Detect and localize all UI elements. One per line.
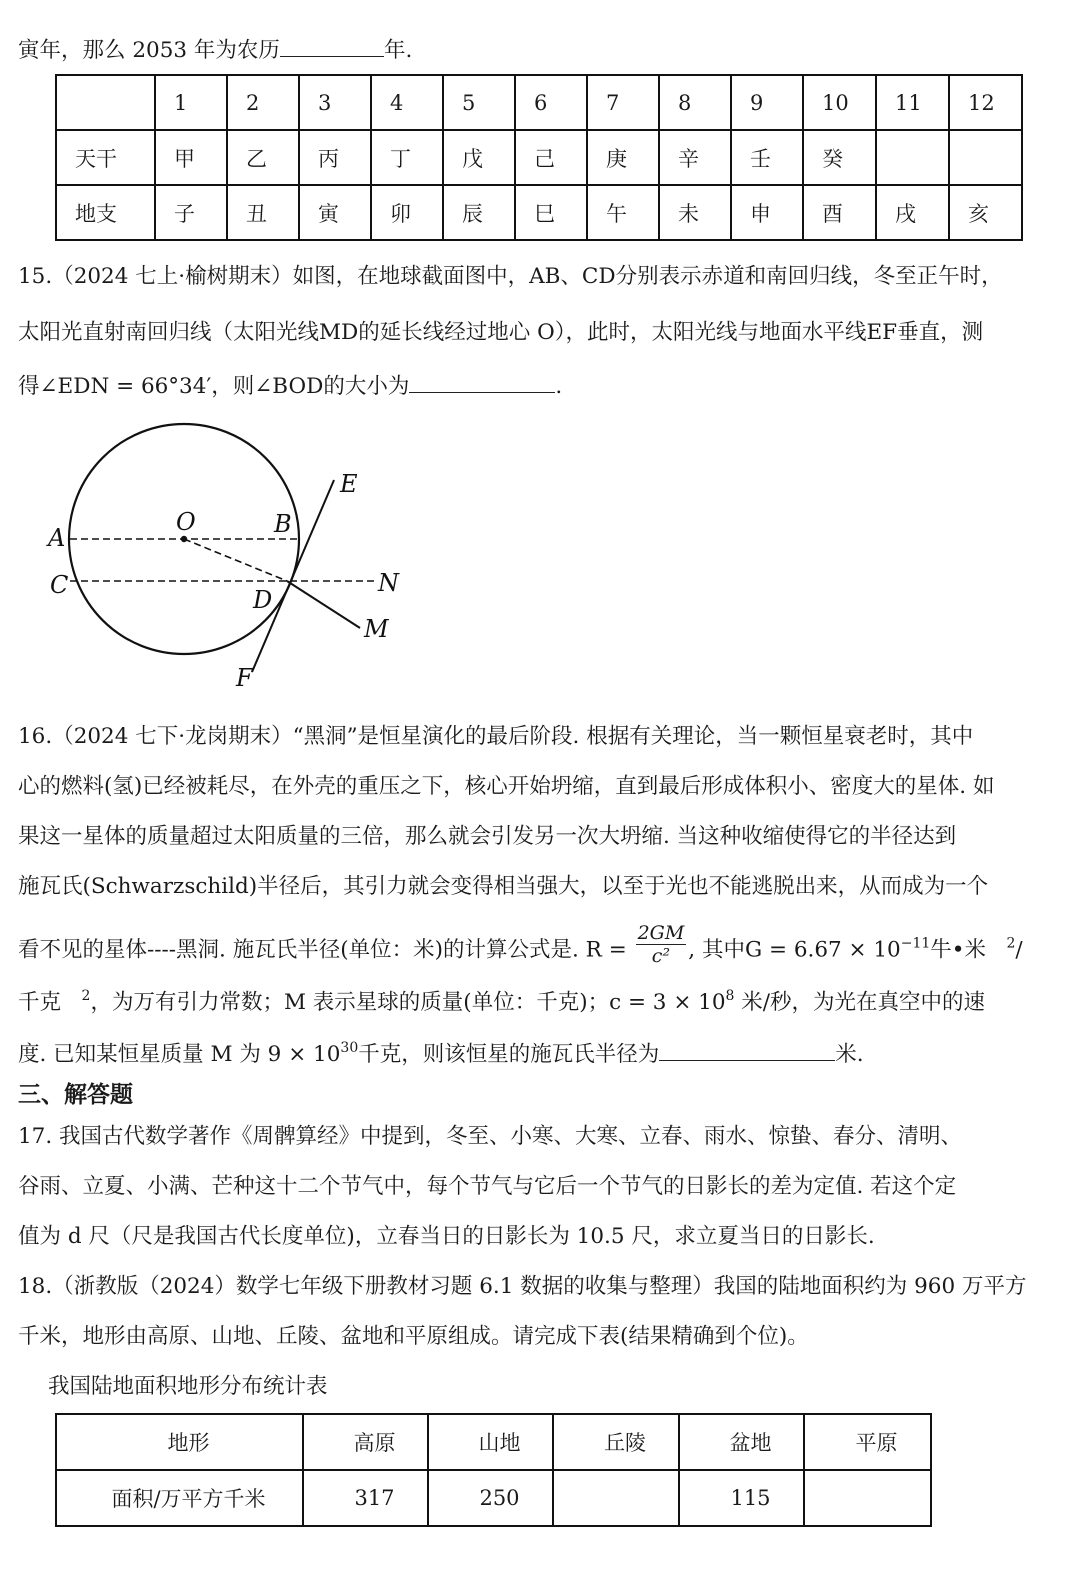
q15-answer-blank[interactable] <box>409 370 555 393</box>
ganzhi-cell: 巳 <box>515 185 587 240</box>
exponent: 8 <box>725 988 735 1004</box>
q14-text-a: 寅年，那么 <box>18 38 126 63</box>
ganzhi-cell: 戌 <box>876 185 949 240</box>
ganzhi-cell: 9 <box>731 75 803 130</box>
q15-line-1: 15.（2024 七上·榆树期末）如图，在地球截面图中，AB、CD分别表示赤道和南回归线，冬至正午时， <box>18 264 1003 289</box>
fraction-numerator: 2GM <box>637 922 685 944</box>
ganzhi-cell: 亥 <box>949 185 1022 240</box>
q16-line-7 <box>18 1038 864 1070</box>
terrain-value-cell: 面积/万平方千米 <box>56 1470 303 1526</box>
terrain-value-row <box>56 1470 931 1526</box>
q15-period: . <box>555 374 563 399</box>
q16-line-3: 果这一星体的质量超过太阳质量的三倍，那么就会引发另一次大坍缩. 当这种收缩使得它的半径达到 <box>18 824 957 849</box>
q14-year: 2053 <box>132 38 188 63</box>
ganzhi-cell: 壬 <box>731 130 803 185</box>
ganzhi-cell <box>56 75 155 130</box>
ganzhi-cell: 天干 <box>56 130 155 185</box>
terrain-area-table <box>55 1413 932 1527</box>
ganzhi-cell: 地支 <box>56 185 155 240</box>
ground-line-ef <box>252 480 334 672</box>
q18-line-1: 18.（浙教版（2024）数学七年级下册教材习题 6.1 数据的收集与整理）我国的陆地面积约为 960 万平方 <box>18 1274 1027 1299</box>
terrain-header-cell: 丘陵 <box>553 1414 679 1470</box>
q16-text: 米/秒，为光在真空中的速 <box>734 990 986 1015</box>
q16-line-1: 16.（2024 七下·龙岗期末）“黑洞”是恒星演化的最后阶段. 根据有关理论，当一颗恒星衰老时，其中 <box>18 724 974 749</box>
terrain-header-cell: 盆地 <box>679 1414 804 1470</box>
ganzhi-cell: 午 <box>587 185 659 240</box>
terrain-header-cell: 地形 <box>56 1414 303 1470</box>
q17-line-3: 值为 d 尺（尺是我国古代长度单位)，立春当日的日影长为 10.5 尺，求立夏当日的日影长. <box>18 1224 875 1249</box>
label-c: C <box>50 571 69 599</box>
sun-ray-md <box>287 581 360 628</box>
q14-text-b: 年为农历 <box>193 38 280 63</box>
q17-line-2: 谷雨、立夏、小满、芒种这十二个节气中，每个节气与它后一个节气的日影长的差为定值. 若这个定 <box>18 1174 957 1199</box>
label-e: E <box>340 470 358 498</box>
label-a: A <box>48 524 66 552</box>
ganzhi-cell: 乙 <box>227 130 299 185</box>
terrain-header-cell: 平原 <box>804 1414 931 1470</box>
ganzhi-cell: 丁 <box>371 130 443 185</box>
q16-unit-text: 千克 <box>18 990 62 1015</box>
ganzhi-cell: 未 <box>659 185 731 240</box>
q16-unit-text: 牛•米 <box>930 937 986 963</box>
ganzhi-dizhi-row <box>56 185 1022 240</box>
ganzhi-cell: 3 <box>299 75 371 130</box>
fraction-denominator: c² <box>651 945 671 967</box>
q17-line-1: 17. 我国古代数学著作《周髀算经》中提到，冬至、小寒、大寒、立春、雨水、惊蛰、春分、清明、 <box>18 1124 963 1149</box>
ganzhi-cell: 1 <box>155 75 227 130</box>
terrain-answer-cell-plains[interactable] <box>804 1470 931 1526</box>
ganzhi-cell: 5 <box>443 75 515 130</box>
ganzhi-cell <box>876 130 949 185</box>
ganzhi-cell: 12 <box>949 75 1022 130</box>
q16-g-text: , 其中G = 6.67 × 10 <box>688 937 901 963</box>
q16-line-2: 心的燃料(氢)已经被耗尽，在外壳的重压之下，核心开始坍缩，直到最后形成体积小、密度大的星体. 如 <box>18 774 995 799</box>
ganzhi-cell <box>949 130 1022 185</box>
ganzhi-cell: 辛 <box>659 130 731 185</box>
q15-line-3 <box>18 370 562 402</box>
ganzhi-cell: 己 <box>515 130 587 185</box>
exponent: 2 <box>81 988 91 1004</box>
ganzhi-cell: 戊 <box>443 130 515 185</box>
q14-answer-blank[interactable] <box>280 34 384 57</box>
label-f: F <box>236 664 253 692</box>
ganzhi-cell: 酉 <box>803 185 876 240</box>
dashed-line-od <box>184 539 287 581</box>
terrain-answer-cell-hills[interactable] <box>553 1470 679 1526</box>
ganzhi-cell: 庚 <box>587 130 659 185</box>
label-n: N <box>378 569 399 597</box>
q14-line <box>18 34 412 66</box>
label-d: D <box>253 586 273 614</box>
terrain-value-cell: 250 <box>428 1470 553 1526</box>
q16-text: ，为万有引力常数；M 表示星球的质量(单位：千克)；c = 3 × 10 <box>90 990 726 1015</box>
q16-answer-blank[interactable] <box>659 1038 835 1061</box>
q16-line-5 <box>18 922 1023 973</box>
schwarzschild-fraction <box>636 922 687 967</box>
ganzhi-cell: 11 <box>876 75 949 130</box>
ganzhi-cell: 丙 <box>299 130 371 185</box>
terrain-header-cell: 高原 <box>303 1414 428 1470</box>
terrain-header-cell: 山地 <box>428 1414 553 1470</box>
q16-unit: 米. <box>835 1042 864 1067</box>
ganzhi-cell: 甲 <box>155 130 227 185</box>
ganzhi-cell: 子 <box>155 185 227 240</box>
section-title: 三、解答题 <box>18 1082 133 1108</box>
q18-table-title: 我国陆地面积地形分布统计表 <box>48 1374 328 1399</box>
exponent: 2 <box>1006 935 1016 952</box>
terrain-header-row <box>56 1414 931 1470</box>
q16-line-6 <box>18 988 985 1018</box>
ganzhi-cell: 丑 <box>227 185 299 240</box>
ganzhi-cell: 辰 <box>443 185 515 240</box>
ganzhi-header-row <box>56 75 1022 130</box>
terrain-value-cell: 115 <box>679 1470 804 1526</box>
q16-text: 千克，则该恒星的施瓦氏半径为 <box>358 1042 660 1067</box>
exponent: 30 <box>340 1040 359 1056</box>
center-point-o <box>181 536 187 542</box>
earth-cross-section-figure <box>40 418 420 698</box>
q16-formula-text: 看不见的星体----黑洞. 施瓦氏半径(单位：米)的计算公式是. R = <box>18 937 627 963</box>
terrain-value-cell: 317 <box>303 1470 428 1526</box>
label-o: O <box>176 508 196 536</box>
exponent: −11 <box>900 935 931 952</box>
q16-slash: / <box>1015 937 1023 963</box>
ganzhi-cell: 癸 <box>803 130 876 185</box>
ganzhi-cell: 8 <box>659 75 731 130</box>
q15-line-2: 太阳光直射南回归线（太阳光线MD的延长线经过地心 O），此时，太阳光线与地面水平线EF垂直，测 <box>18 320 984 345</box>
label-m: M <box>364 615 389 643</box>
q14-text-c: 年. <box>383 38 413 63</box>
ganzhi-tiangan-row <box>56 130 1022 185</box>
ganzhi-cell: 6 <box>515 75 587 130</box>
ganzhi-cell: 卯 <box>371 185 443 240</box>
ganzhi-cell: 10 <box>803 75 876 130</box>
ganzhi-table <box>55 74 1023 241</box>
ganzhi-cell: 寅 <box>299 185 371 240</box>
ganzhi-cell: 申 <box>731 185 803 240</box>
q16-text: 度. 已知某恒星质量 M 为 9 × 10 <box>18 1042 341 1067</box>
q16-line-4: 施瓦氏(Schwarzschild)半径后，其引力就会变得相当强大，以至于光也不能逃脱出来，从而成为一个 <box>18 874 989 899</box>
ganzhi-cell: 2 <box>227 75 299 130</box>
ganzhi-cell: 4 <box>371 75 443 130</box>
ganzhi-cell: 7 <box>587 75 659 130</box>
q18-line-2: 千米，地形由高原、山地、丘陵、盆地和平原组成。请完成下表(结果精确到个位)。 <box>18 1324 809 1349</box>
q15-text: 得∠EDN = 66°34′，则∠BOD的大小为 <box>18 374 410 399</box>
label-b: B <box>274 510 292 538</box>
